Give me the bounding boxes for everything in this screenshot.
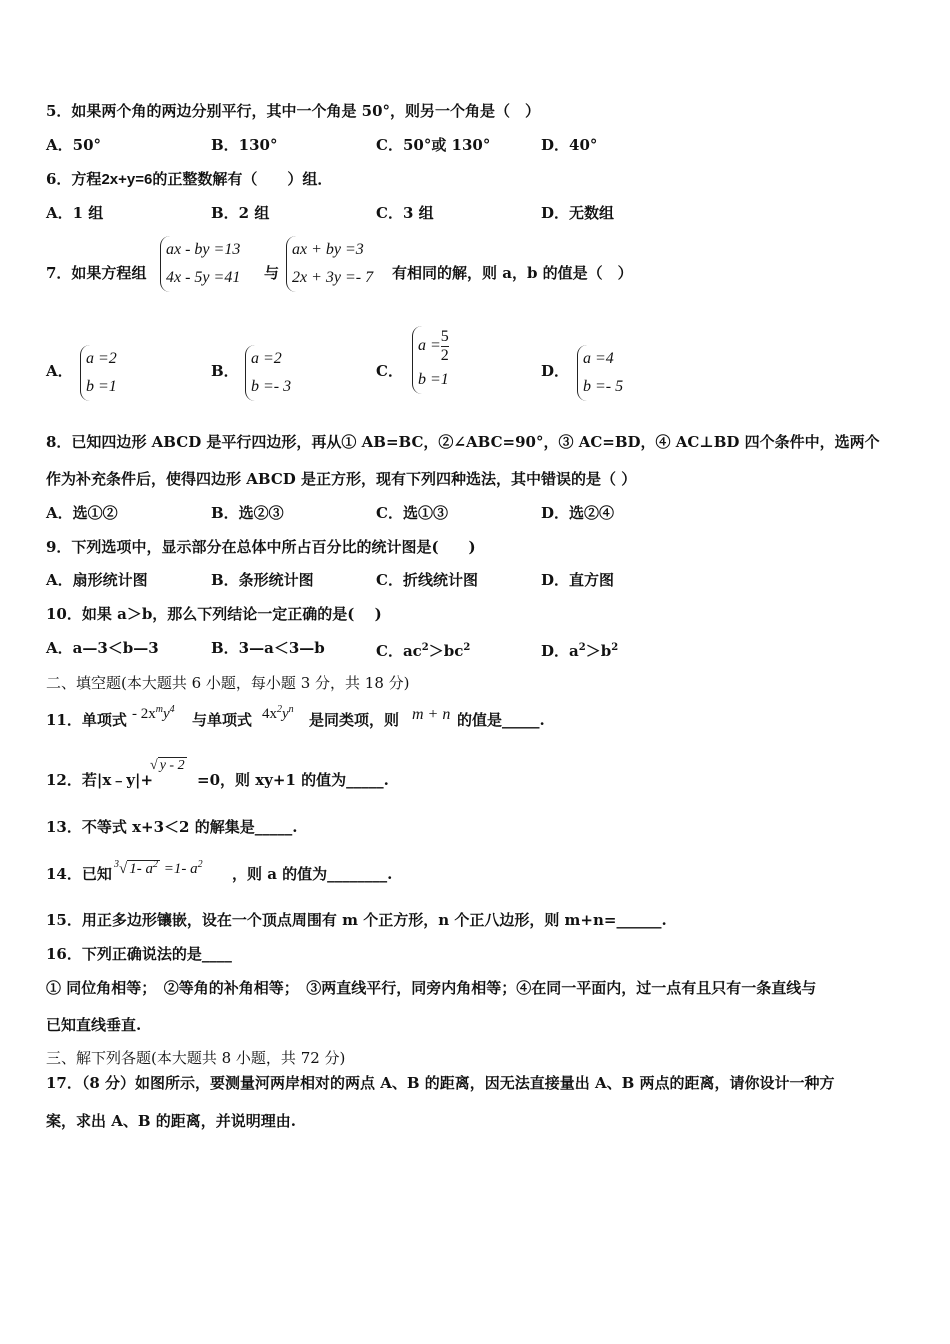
q7-option-c-eq1-pre: a = <box>418 337 441 354</box>
q7-system-1 <box>160 236 240 292</box>
q14-radicand-exp: 2 <box>152 859 158 870</box>
q7-option-d-system <box>577 345 623 401</box>
q7-sys2-eq1: ax + by =3 <box>292 241 364 258</box>
q7-option-b-system <box>245 345 291 401</box>
q7-option-c-eq2: b =1 <box>418 371 449 388</box>
q10-option-d-sq2: 2 <box>611 642 619 653</box>
q16-line-2: 已知直线垂直. <box>46 1016 142 1034</box>
q10-option-a: A．a—3＜b—3 <box>46 639 159 657</box>
q12-post: =0，则 xy+1 的值为_____. <box>197 771 389 789</box>
q9-option-a: A．扇形统计图 <box>46 571 148 589</box>
q11-tail: 的值是_____. <box>457 711 545 729</box>
q9-option-c: C．折线统计图 <box>376 571 478 589</box>
q10-option-d-sq1: 2 <box>578 642 586 653</box>
q8-line-1: 8．已知四边形 ABCD 是平行四边形，再从① AB=BC，②∠ABC=90°，③ AC=BD，④ AC⊥BD 四个条件中，选两个 <box>46 433 880 451</box>
q14-cube-root: $^3$√ 1- $a^2 =1-$ $a^2$ <box>114 859 203 877</box>
q11-term-1-y: y <box>162 706 170 722</box>
q14-post: ，则 a 的值为________. <box>232 865 393 883</box>
q14-pre: 14．已知 <box>46 865 112 883</box>
q7-stem-post: 有相同的解，则 a，b 的值是（ ） <box>392 264 633 282</box>
q7-sys2-eq2: 2x + 3y =- 7 <box>292 269 374 286</box>
q7-option-b-eq2: b =- 3 <box>251 378 292 395</box>
q14-rhs: =1- a <box>163 861 198 877</box>
q14-radicand <box>127 860 160 877</box>
q11-term-2-exp-2: 2 <box>277 704 282 715</box>
q8-option-b: B．选②③ <box>211 504 284 522</box>
q10-option-c-tail: ＞bc <box>428 642 464 660</box>
q11-term-1-exp-4: 4 <box>169 704 175 715</box>
q11-term-1 <box>132 700 175 724</box>
q17-line-1: 17．（8 分）如图所示，要测量河两岸相对的两点 A、B 的距离，因无法直接量出 A、B 两点的距离，请你设计一种方 <box>46 1074 835 1092</box>
q11-term-2-coef: 4x <box>262 706 277 722</box>
q14-radicand-text: 1- a <box>129 861 153 877</box>
q5-option-b: B．130° <box>211 136 278 154</box>
q10-option-c <box>376 638 470 661</box>
q11-term-2-y: y <box>282 706 289 722</box>
q6-stem <box>46 169 332 190</box>
q13-text: 13．不等式 x+3＜2 的解集是_____. <box>46 818 298 836</box>
q15-text: 15．用正多边形镶嵌，设在一个顶点周围有 m 个正方形，n 个正八边形，则 m+n=______. <box>46 911 667 929</box>
q7-option-d-label: D． <box>541 362 570 380</box>
q9-stem: 9．下列选项中，显示部分在总体中所占百分比的统计图是( ) <box>46 538 476 556</box>
q14-rhs-exp: 2 <box>197 859 203 870</box>
q6-option-c: C．3 组 <box>376 204 434 222</box>
q7-option-c-eq1 <box>418 326 449 366</box>
q12-pre: 12．若|x﹣y|+ <box>46 771 154 789</box>
q12-radical: √ y - 2 <box>150 758 185 773</box>
q17-line-2: 案，求出 A、B 的距离，并说明理由. <box>46 1112 296 1130</box>
q11-term-2-exp-n: n <box>288 704 294 715</box>
q5-option-d: D．40° <box>541 136 598 154</box>
q10-option-d-head: D．a <box>541 642 579 660</box>
q7-option-c-denominator: 2 <box>440 346 449 364</box>
q12-radicand: y - 2 <box>159 758 185 773</box>
q7-system-2 <box>286 236 373 292</box>
q10-option-c-sq2: 2 <box>463 642 471 653</box>
q11-pre: 11．单项式 <box>46 711 127 729</box>
q7-option-d-eq2: b =- 5 <box>583 378 624 395</box>
q7-sys1-eq1: ax - by =13 <box>166 241 241 258</box>
q10-option-c-head: C．ac <box>376 642 422 660</box>
q16-stem: 16．下列正确说法的是____ <box>46 945 232 963</box>
q7-option-c-fraction <box>441 328 449 365</box>
q11-term-2 <box>262 700 294 724</box>
section-2-heading: 二、填空题(本大题共 6 小题，每小题 3 分，共 18 分) <box>46 674 410 692</box>
q10-option-d <box>541 638 618 661</box>
q7-option-a-eq2: b =1 <box>86 378 117 395</box>
q8-option-c: C．选①③ <box>376 504 448 522</box>
q9-option-d: D．直方图 <box>541 571 615 589</box>
q6-option-b: B．2 组 <box>211 204 270 222</box>
q8-option-a: A．选①② <box>46 504 118 522</box>
q10-option-b: B．3—a＜3—b <box>211 639 325 657</box>
q11-expr: m + n <box>412 706 451 723</box>
q5-option-a: A．50° <box>46 136 102 154</box>
q16-line-1: ① 同位角相等； ②等角的补角相等； ③两直线平行，同旁内角相等；④在同一平面内，过一点有且只有一条直线与 <box>46 979 817 997</box>
q10-stem: 10．如果 a＞b，那么下列结论一定正确的是( ) <box>46 605 382 623</box>
q7-option-a-eq1: a =2 <box>86 350 117 367</box>
q5-stem: 5．如果两个角的两边分别平行，其中一个角是 50°，则另一个角是（ ） <box>46 102 541 120</box>
q10-option-d-tail: ＞b <box>585 642 612 660</box>
q7-option-d-eq1: a =4 <box>583 350 614 367</box>
q6-equation: 2x+y=6 <box>101 171 153 188</box>
q7-option-b-label: B． <box>211 362 239 380</box>
q10-option-c-sq1: 2 <box>421 642 429 653</box>
q6-option-a: A．1 组 <box>46 204 104 222</box>
q5-option-c: C．50°或 130° <box>376 136 491 154</box>
q11-mid: 与单项式 <box>192 711 253 729</box>
q7-option-a-system <box>80 345 117 401</box>
q7-option-c-system <box>412 326 449 394</box>
q8-line-2: 作为补充条件后，使得四边形 ABCD 是正方形，现有下列四种选法，其中错误的是（ ） <box>46 470 637 488</box>
q6-option-d: D．无数组 <box>541 204 615 222</box>
q6-stem-post: 的正整数解有（ ）组． <box>152 170 333 188</box>
q7-option-b-eq1: a =2 <box>251 350 282 367</box>
q7-option-c-label: C． <box>376 362 403 380</box>
q6-stem-pre: 6．方程 <box>46 170 102 188</box>
q7-option-c-numerator: 5 <box>440 327 449 345</box>
q11-post: 是同类项，则 <box>309 711 400 729</box>
section-3-heading: 三、解下列各题(本大题共 8 小题，共 72 分) <box>46 1049 346 1067</box>
q7-sys1-eq2: 4x - 5y =41 <box>166 269 241 286</box>
q7-connector: 与 <box>264 264 280 282</box>
q11-term-1-coef: - 2x <box>132 706 156 722</box>
q8-option-d: D．选②④ <box>541 504 615 522</box>
q9-option-b: B．条形统计图 <box>211 571 314 589</box>
q14-root-index: 3 <box>114 859 119 870</box>
q11-term-1-exp-m: m <box>155 704 163 715</box>
q7-stem-pre: 7．如果方程组 <box>46 264 147 282</box>
q7-option-a-label: A． <box>46 362 73 380</box>
